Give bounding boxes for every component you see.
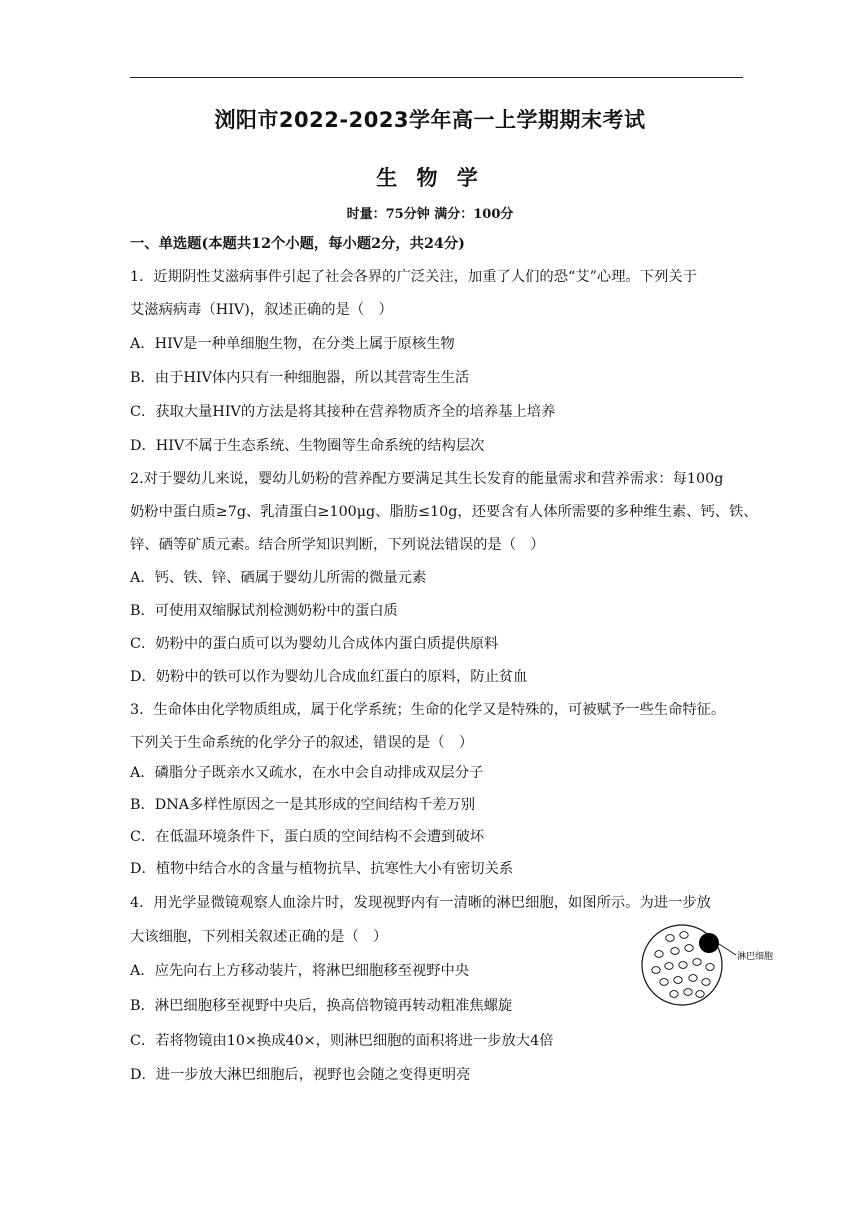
question-3-option-c: C．在低温环境条件下，蛋白质的空间结构不会遭到破坏 xyxy=(130,829,485,845)
header-rule xyxy=(130,77,743,78)
section-heading: 一、单选题(本题共12个小题，每小题2分，共24分) xyxy=(130,236,465,252)
question-4-option-c: C．若将物镜由10×换成40×，则淋巴细胞的面积将进一步放大4倍 xyxy=(130,1033,554,1049)
question-3-stem-line-1: 3．生命体由化学物质组成，属于化学系统；生命的化学又是特殊的，可被赋予一些生命特征。 xyxy=(130,702,726,718)
time-score-info: 时量：75分钟 满分：100分 xyxy=(346,207,514,222)
question-1-option-d: D．HIV不属于生态系统、生物圈等生命系统的结构层次 xyxy=(130,438,485,454)
question-4-stem-line-1: 4．用光学显微镜观察人血涂片时，发现视野内有一清晰的淋巴细胞，如图所示。为进一步放 xyxy=(130,895,711,911)
lymphocyte-cell xyxy=(699,933,719,953)
question-1-stem-line-2: 艾滋病病毒（HIV)，叙述正确的是（ ） xyxy=(130,302,393,318)
question-1-stem-line-1: 1．近期阴性艾滋病事件引起了社会各界的广泛关注，加重了人们的恐“艾”心理。下列关于 xyxy=(130,269,697,285)
question-4-option-d: D．进一步放大淋巴细胞后，视野也会随之变得更明亮 xyxy=(130,1067,471,1083)
question-3-option-d: D．植物中结合水的含量与植物抗旱、抗寒性大小有密切关系 xyxy=(130,861,514,877)
question-3-option-b: B．DNA多样性原因之一是其形成的空间结构千差万别 xyxy=(130,797,476,813)
question-3-stem-line-2: 下列关于生命系统的化学分子的叙述，错误的是（ ） xyxy=(130,735,474,751)
lymphocyte-label: 淋巴细胞 xyxy=(737,952,774,962)
question-4-option-b: B．淋巴细胞移至视野中央后，换高倍物镜再转动粗准焦螺旋 xyxy=(130,998,513,1014)
question-1-option-c: C．获取大量HIV的方法是将其接种在营养物质齐全的培养基上培养 xyxy=(130,404,556,420)
question-2-option-b: B．可使用双缩脲试剂检测奶粉中的蛋白质 xyxy=(130,603,398,619)
exam-title: 浏阳市2022-2023学年高一上学期期末考试 xyxy=(214,108,646,132)
subject-title: 生 物 学 xyxy=(376,166,484,190)
question-2-option-c: C．奶粉中的蛋白质可以为婴幼儿合成体内蛋白质提供原料 xyxy=(130,636,499,652)
question-2-option-d: D．奶粉中的铁可以作为婴幼儿合成血红蛋白的原料，防止贫血 xyxy=(130,669,528,685)
question-2-stem-line-3: 锌、硒等矿质元素。结合所学知识判断，下列说法错误的是（ ） xyxy=(130,537,545,553)
question-2-stem-line-1: 2.对于婴幼儿来说，婴幼儿奶粉的营养配方要满足其生长发育的能量需求和营养需求：每100g xyxy=(130,471,724,487)
microscope-field-figure xyxy=(640,912,790,1022)
question-4-option-a: A．应先向右上方移动装片，将淋巴细胞移至视野中央 xyxy=(130,963,470,979)
question-1-option-a: A．HIV是一种单细胞生物，在分类上属于原核生物 xyxy=(130,336,455,352)
label-leader-line xyxy=(719,944,736,955)
question-2-stem-line-2: 奶粉中蛋白质≥7g、乳清蛋白≥100μg、脂肪≤10g，还要含有人体所需要的多种维生素、钙、铁、 xyxy=(130,504,758,520)
question-3-option-a: A．磷脂分子既亲水又疏水，在水中会自动排成双层分子 xyxy=(130,765,484,781)
question-2-option-a: A．钙、铁、锌、硒属于婴幼儿所需的微量元素 xyxy=(130,570,427,586)
question-1-option-b: B．由于HIV体内只有一种细胞器，所以其营寄生生活 xyxy=(130,370,470,386)
question-4-stem-line-2: 大该细胞，下列相关叙述正确的是（ ） xyxy=(130,929,388,945)
